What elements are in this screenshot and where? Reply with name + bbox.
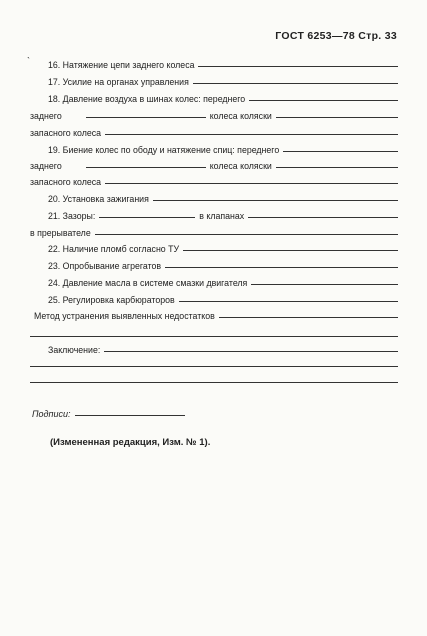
item-24-label: 24. Давление масла в системе смазки двигателя (48, 278, 248, 288)
method-blank-line (30, 336, 398, 337)
revision-note: (Измененная редакция, Изм. № 1). (50, 437, 211, 448)
item-18-rear-row (30, 107, 398, 121)
conclusion-label: Заключение: (48, 345, 101, 355)
item-18-side-line (276, 117, 398, 118)
item-17-line (193, 83, 398, 84)
item-18-side-label: колеса коляски (209, 111, 272, 121)
item-22 (30, 240, 398, 254)
stray-mark: ` (27, 56, 30, 66)
item-21-breaker-row (30, 224, 398, 238)
page-header: ГОСТ 6253—78 Стр. 33 (275, 30, 397, 42)
item-19-front-line (283, 151, 398, 152)
item-19-rear-line (86, 167, 206, 168)
item-25-label: 25. Регулировка карбюраторов (48, 295, 175, 305)
conclusion-blank-line-1 (30, 366, 398, 367)
conclusion-blank-line-2 (30, 382, 398, 383)
signatures-line (75, 415, 185, 416)
item-18-rear-line (86, 117, 206, 118)
item-17 (30, 73, 398, 87)
item-21-valves-line (248, 217, 398, 218)
item-19-spare-line (105, 183, 398, 184)
item-19-spare-label: запасного колеса (30, 177, 102, 187)
item-16 (30, 56, 398, 70)
item-16-line (198, 66, 398, 67)
method-line (219, 317, 398, 318)
item-19-rear-label: заднего (30, 161, 62, 171)
item-24 (30, 274, 398, 288)
conclusion-row (30, 341, 398, 355)
item-23-line (165, 267, 398, 268)
item-18 (30, 90, 398, 104)
item-20 (30, 190, 398, 204)
item-18-front-line (249, 100, 398, 101)
signatures-label: Подписи: (32, 409, 71, 419)
item-16-label: 16. Натяжение цепи заднего колеса (48, 60, 195, 70)
item-18-spare-row (30, 124, 398, 138)
item-21-breaker-line (95, 234, 398, 235)
signatures-row (32, 409, 189, 419)
item-25 (30, 291, 398, 305)
item-22-line (183, 250, 398, 251)
item-21 (30, 207, 398, 221)
item-21-gap-line (99, 217, 195, 218)
item-19-rear-row (30, 157, 398, 171)
item-23 (30, 257, 398, 271)
item-19 (30, 141, 398, 155)
item-18-rear-label: заднего (30, 111, 62, 121)
item-21-breaker-label: в прерывателе (30, 228, 91, 238)
method-row (30, 307, 398, 321)
item-17-label: 17. Усилие на органах управления (48, 77, 189, 87)
item-19-spare-row (30, 173, 398, 187)
item-20-line (153, 200, 398, 201)
item-18-spare-line (105, 134, 398, 135)
item-22-label: 22. Наличие пломб согласно ТУ (48, 244, 180, 254)
item-25-line (179, 301, 398, 302)
item-21-label: 21. Зазоры: (48, 211, 96, 221)
item-18-spare-label: запасного колеса (30, 128, 102, 138)
method-label: Метод устранения выявленных недостатков (34, 311, 215, 321)
item-18-label: 18. Давление воздуха в шинах колес: переднего (48, 94, 246, 104)
conclusion-line (104, 351, 398, 352)
item-19-label: 19. Биение колес по ободу и натяжение спиц: переднего (48, 145, 280, 155)
item-23-label: 23. Опробывание агрегатов (48, 261, 162, 271)
item-21-valves-label: в клапанах (199, 211, 245, 221)
item-20-label: 20. Установка зажигания (48, 194, 149, 204)
item-19-side-line (276, 167, 398, 168)
item-19-side-label: колеса коляски (209, 161, 272, 171)
item-24-line (251, 284, 398, 285)
